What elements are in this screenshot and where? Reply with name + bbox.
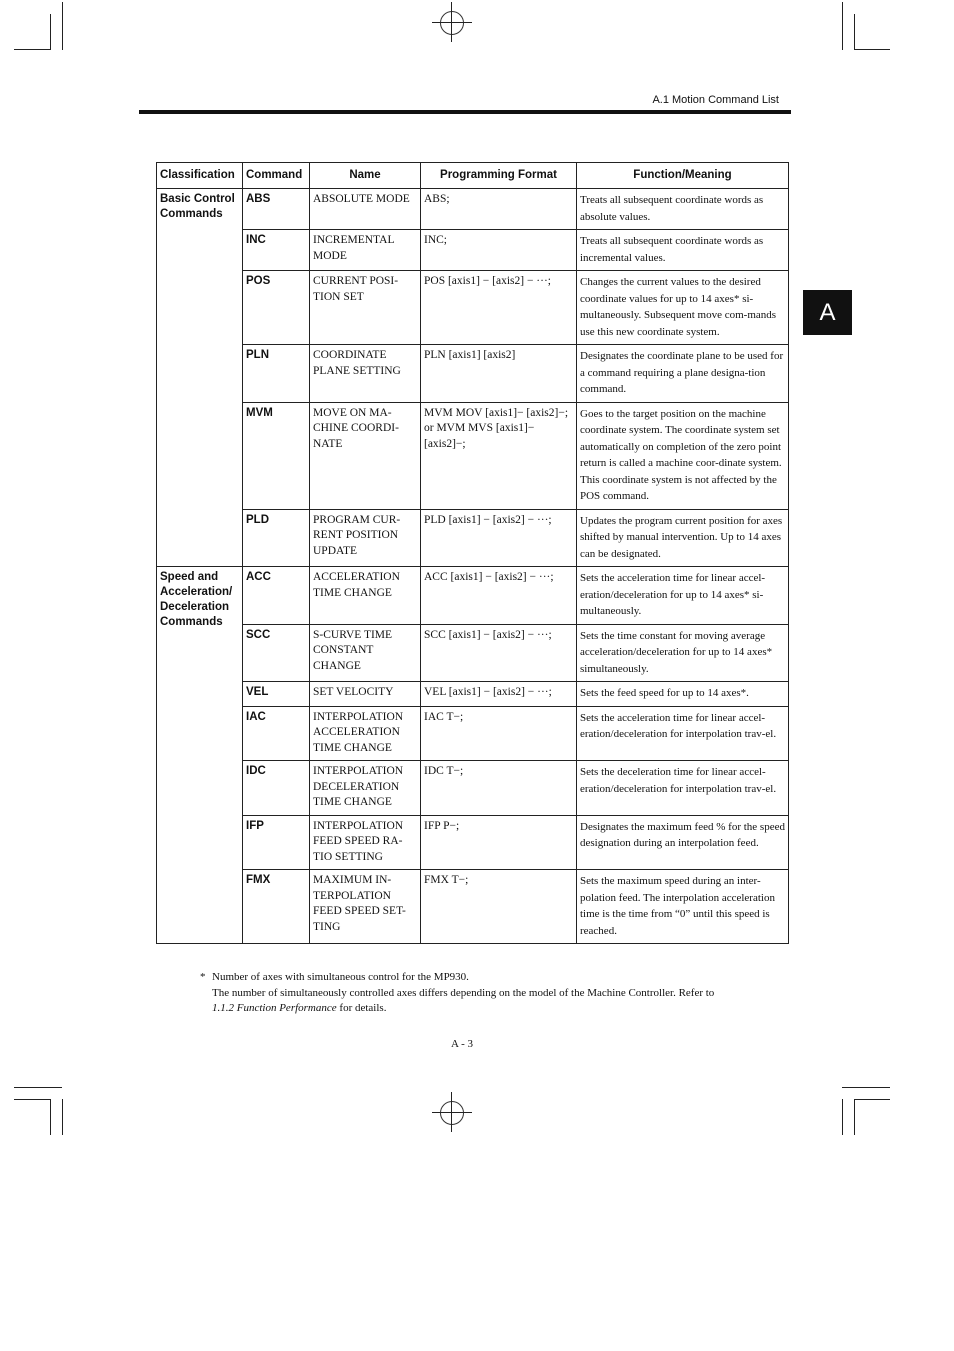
- command-cell: IAC: [243, 706, 310, 761]
- name-cell: ABSOLUTE MODE: [310, 189, 421, 230]
- function-cell: Treats all subsequent coordinate words as absolute values.: [577, 189, 789, 230]
- command-cell: FMX: [243, 870, 310, 944]
- command-cell: IDC: [243, 761, 310, 816]
- classification-cell: Speed and Acceleration/ Deceleration Commands: [157, 567, 243, 944]
- table-row: [157, 761, 789, 816]
- function-cell: Goes to the target position on the machine coordinate system. The coordinate system set automatically on completion of the zero point return is called a machine coor-dinate system. This coordinate system is not affected by the POS command.: [577, 402, 789, 509]
- command-cell: VEL: [243, 682, 310, 707]
- footnote-marker: *: [200, 971, 206, 983]
- function-cell: Updates the program current position for axes shifted by manual intervention. Up to 14 axes can be designated.: [577, 509, 789, 567]
- column-header: Command: [243, 163, 310, 189]
- command-cell: SCC: [243, 624, 310, 682]
- format-cell: IDC T−;: [421, 761, 577, 816]
- table-row: [157, 345, 789, 403]
- table-row: [157, 189, 789, 230]
- format-cell: POS [axis1] − [axis2] − ···;: [421, 271, 577, 345]
- format-cell: IAC T−;: [421, 706, 577, 761]
- command-cell: PLD: [243, 509, 310, 567]
- function-cell: Changes the current values to the desired coordinate values for up to 14 axes* si-multaneously. Subsequent move com-mands use this new coordinate system.: [577, 271, 789, 345]
- function-cell: Sets the maximum speed during an inter-polation feed. The interpolation acceleration time is the time from “0” until this speed is reached.: [577, 870, 789, 944]
- function-cell: Treats all subsequent coordinate words as incremental values.: [577, 230, 789, 271]
- name-cell: MOVE ON MA-CHINE COORDI-NATE: [310, 402, 421, 509]
- column-header: Name: [310, 163, 421, 189]
- function-cell: Designates the coordinate plane to be used for a command requiring a plane designa-tion command.: [577, 345, 789, 403]
- function-cell: Sets the deceleration time for linear accel-eration/deceleration for interpolation trav-el.: [577, 761, 789, 816]
- table-row: [157, 870, 789, 944]
- table-row: [157, 230, 789, 271]
- table-row: [157, 402, 789, 509]
- column-header: Function/Meaning: [577, 163, 789, 189]
- footnote-line: Number of axes with simultaneous control for the MP930.: [212, 971, 469, 983]
- name-cell: COORDINATE PLANE SETTING: [310, 345, 421, 403]
- name-cell: ACCELERATION TIME CHANGE: [310, 567, 421, 625]
- table-header-row: [157, 163, 789, 189]
- name-cell: MAXIMUM IN-TERPOLATION FEED SPEED SET-TING: [310, 870, 421, 944]
- name-cell: INTERPOLATION ACCELERATION TIME CHANGE: [310, 706, 421, 761]
- table-row: [157, 624, 789, 682]
- format-cell: FMX T−;: [421, 870, 577, 944]
- format-cell: MVM MOV [axis1]− [axis2]−; or MVM MVS [axis1]− [axis2]−;: [421, 402, 577, 509]
- function-cell: Sets the time constant for moving average acceleration/deceleration for up to 14 axes* simultaneously.: [577, 624, 789, 682]
- function-cell: Sets the acceleration time for linear accel-eration/deceleration for interpolation trav-el.: [577, 706, 789, 761]
- command-cell: INC: [243, 230, 310, 271]
- table-row: [157, 815, 789, 870]
- name-cell: SET VELOCITY: [310, 682, 421, 707]
- command-cell: ABS: [243, 189, 310, 230]
- command-cell: IFP: [243, 815, 310, 870]
- motion-command-table: [156, 162, 789, 944]
- name-cell: INTERPOLATION FEED SPEED RA-TIO SETTING: [310, 815, 421, 870]
- name-cell: CURRENT POSI-TION SET: [310, 271, 421, 345]
- command-cell: ACC: [243, 567, 310, 625]
- table-row: [157, 567, 789, 625]
- table-row: [157, 682, 789, 707]
- format-cell: INC;: [421, 230, 577, 271]
- command-cell: MVM: [243, 402, 310, 509]
- running-header: A.1 Motion Command List: [652, 94, 779, 106]
- command-cell: POS: [243, 271, 310, 345]
- format-cell: VEL [axis1] − [axis2] − ···;: [421, 682, 577, 707]
- format-cell: SCC [axis1] − [axis2] − ···;: [421, 624, 577, 682]
- table-row: [157, 271, 789, 345]
- classification-cell: Basic Control Commands: [157, 189, 243, 567]
- footnote-reference: 1.1.2 Function Performance: [212, 1002, 337, 1014]
- column-header: Programming Format: [421, 163, 577, 189]
- name-cell: INCREMENTAL MODE: [310, 230, 421, 271]
- format-cell: ABS;: [421, 189, 577, 230]
- name-cell: INTERPOLATION DECELERATION TIME CHANGE: [310, 761, 421, 816]
- table-row: [157, 706, 789, 761]
- function-cell: Sets the feed speed for up to 14 axes*.: [577, 682, 789, 707]
- command-cell: PLN: [243, 345, 310, 403]
- table-body: [157, 189, 789, 944]
- name-cell: S-CURVE TIME CONSTANT CHANGE: [310, 624, 421, 682]
- column-header: Classification: [157, 163, 243, 189]
- section-tab: A: [803, 290, 852, 335]
- format-cell: IFP P−;: [421, 815, 577, 870]
- footnote: [200, 970, 714, 1017]
- function-cell: Designates the maximum feed % for the speed designation during an interpolation feed.: [577, 815, 789, 870]
- function-cell: Sets the acceleration time for linear accel-eration/deceleration for up to 14 axes* si-multaneously.: [577, 567, 789, 625]
- format-cell: ACC [axis1] − [axis2] − ···;: [421, 567, 577, 625]
- header-rule: [139, 110, 791, 114]
- table-row: [157, 509, 789, 567]
- page-number: A - 3: [451, 1038, 473, 1050]
- format-cell: PLD [axis1] − [axis2] − ···;: [421, 509, 577, 567]
- footnote-line: The number of simultaneously controlled axes differs depending on the model of the Machine Controller. Refer to: [212, 986, 715, 999]
- format-cell: PLN [axis1] [axis2]: [421, 345, 577, 403]
- footnote-line: for details.: [336, 1002, 387, 1014]
- name-cell: PROGRAM CUR-RENT POSITION UPDATE: [310, 509, 421, 567]
